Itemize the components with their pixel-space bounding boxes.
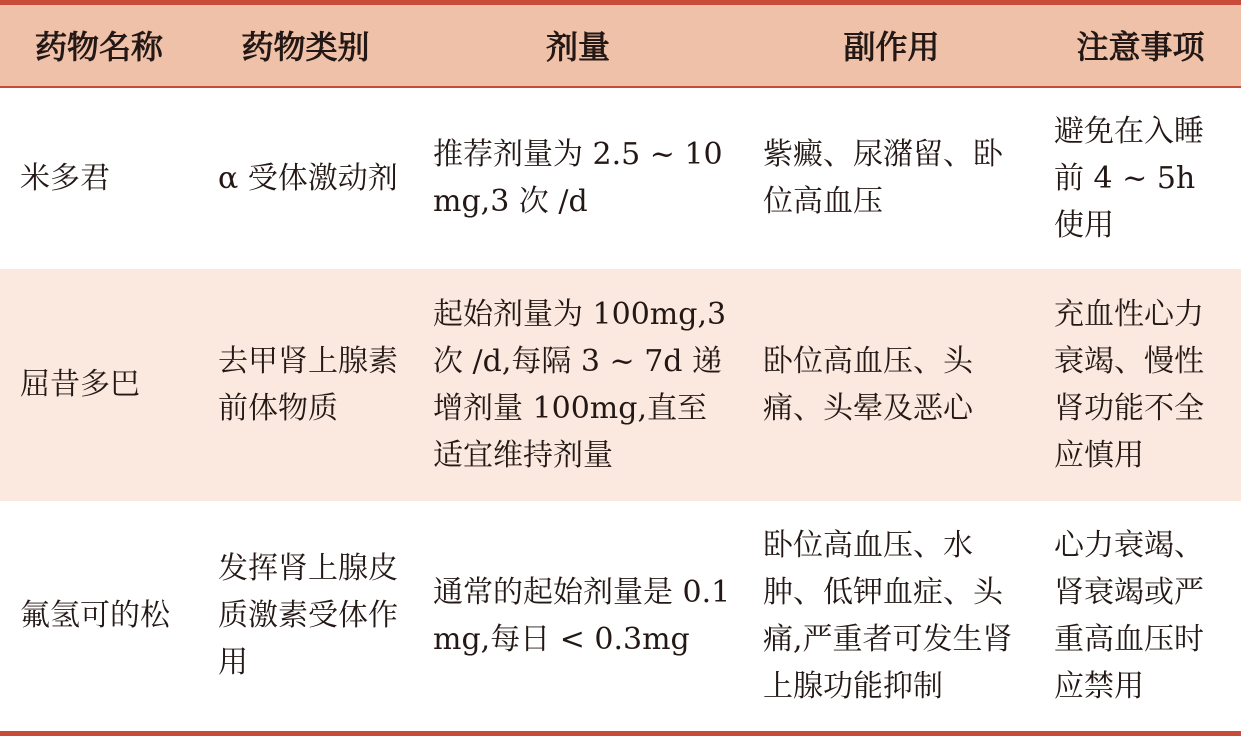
- cell-notes: 充血性心力衰竭、慢性肾功能不全应慎用: [1054, 296, 1204, 473]
- table-body: [0, 87, 1241, 734]
- cell-drug-name: 氟氢可的松: [20, 598, 170, 634]
- cell-dose: 推荐剂量为 2.5 ~ 10mg,3 次 /d: [433, 137, 723, 219]
- header-dose: 剂量: [413, 3, 743, 87]
- cell-drug-name: 米多君: [20, 160, 110, 196]
- cell-dose: 起始剂量为 100mg,3 次 /d,每隔 3 ~ 7d 递增剂量 100mg,直至适宜维持剂量: [433, 296, 727, 473]
- table-header: [0, 3, 1241, 87]
- cell-drug-category: α 受体激动剂: [218, 160, 398, 196]
- cell-drug-category: 去甲肾上腺素前体物质: [218, 343, 398, 426]
- cell-side-effects: 卧位高血压、水肿、低钾血症、头痛,严重者可发生肾上腺功能抑制: [763, 527, 1013, 704]
- cell-notes: 避免在入睡前 4 ~ 5h 使用: [1054, 113, 1204, 243]
- header-side-effects: 副作用: [743, 3, 1040, 87]
- header-notes: 注意事项: [1040, 3, 1241, 87]
- cell-side-effects: 紫癜、尿潴留、卧位高血压: [763, 137, 1003, 219]
- header-row: [0, 3, 1241, 87]
- header-drug-name: 药物名称: [0, 3, 198, 87]
- table-row: [0, 501, 1241, 734]
- header-drug-category: 药物类别: [198, 3, 413, 87]
- table-row: [0, 269, 1241, 501]
- cell-side-effects: 卧位高血压、头痛、头晕及恶心: [763, 343, 973, 426]
- cell-notes: 心力衰竭、肾衰竭或严重高血压时应禁用: [1054, 527, 1204, 704]
- cell-drug-category: 发挥肾上腺皮质激素受体作用: [218, 551, 398, 681]
- cell-drug-name: 屈昔多巴: [20, 367, 140, 402]
- table-row: [0, 87, 1241, 269]
- cell-dose: 通常的起始剂量是 0.1mg,每日 < 0.3mg: [433, 574, 731, 657]
